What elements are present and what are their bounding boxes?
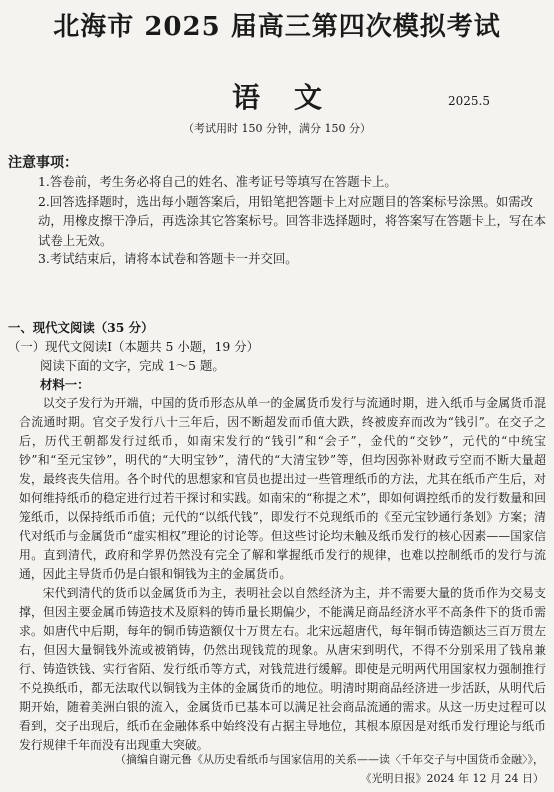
exam-title: 北海市 2025 届高三第四次模拟考试	[53, 12, 501, 42]
notice-item-1: 1.答卷前，考生务必将自己的姓名、准考证号等填写在答题卡上。	[38, 174, 397, 189]
citation-line-2: 《光明日报》2024 年 12 月 24 日）	[360, 772, 544, 785]
passage-paragraph-2: 宋代到清代的货币以金属货币为主，表明社会以自然经济为主，并不需要大量的货币作为交易支撑，但因主要金属币铸造技术及原料的铸币量长期偏少，不能满足商品经济水平不高条件下的货币需求。如唐代中后期，每年的铜币铸造额仅十万贯左右。北宋远超唐代，每年铜币铸造额达三百万贯左右，但因大量铜钱外流或被销铸，仍然出现钱荒的现象。从唐宋到明代，不得不分别采用了钱帛兼行、铸造铁钱、实行省陌、发行纸币等方式，对钱荒进行缓解。即使是元明两代用国家权力强制推行不兑换纸币，都无法取代以铜钱为主体的金属货币的地位。明清时期商品经济进一步活跃，从明代后期开始，随着美洲白银的流入，金属货币已基本可以满足社会商品流通的需求。从这一历史过程可以看到，交子出现后，纸币在金融体系中始终没有占据主导地位，其根本原因是对纸币发行理论与纸币发行规律千年而没有出现重大突破。	[19, 586, 546, 752]
citation	[14, 750, 544, 788]
exam-date: 2025.5	[448, 94, 490, 108]
notice-item-2-text: 2.回答选择题时，选出每小题答案后，用铅笔把答题卡上对应题目的答案标号涂黑。如需改动，用橡皮擦干净后，再选涂其它答案标号。回答非选择题时，将答案写在答题卡上，写在本试卷上无效。	[38, 194, 547, 248]
material-label: 材料一：	[40, 377, 90, 392]
citation-line-1: （摘编自谢元鲁《从历史看纸币与国家信用的关系——读〈千年交子与中国货币金融〉》，	[115, 753, 544, 766]
notice-item-3: 3.考试结束后，请将本试卷和答题卡一并交回。	[38, 251, 298, 266]
subject-title: 语文	[231, 81, 356, 114]
section-title: 一、现代文阅读（35 分）	[8, 320, 154, 335]
exam-duration: （考试用时 150 分钟，满分 150 分）	[183, 122, 371, 135]
notice-heading: 注意事项：	[8, 155, 78, 171]
passage-body	[19, 394, 546, 755]
reading-instruction: 阅读下面的文字，完成 1～5 题。	[40, 358, 225, 373]
section-subtitle: （一）现代文阅读Ⅰ（本题共 5 小题，19 分）	[8, 339, 260, 354]
notice-item-2	[38, 192, 546, 250]
passage-paragraph-1: 以交子发行为开端，中国的货币形态从单一的金属货币发行与流通时期，进入纸币与金属货币混合流通时期。官交子发行八十三年后，因不断超发而币值大跌，终被废弃而改为“钱引”。在交子之后，历代王朝都发行过纸币，如南宋发行的“钱引”和“会子”，金代的“交钞”，元代的“中统宝钞”和“至元宝钞”，明代的“大明宝钞”，清代的“大清宝钞”等，但均因弥补财政亏空而不断大量超发，最终丧失信用。各个时代的思想家和官员也提出过一些管理纸币的方法，尤其在纸币产生后，对如何维持纸币的稳定进行过若干探讨和实践。如南宋的“称提之术”，即如何调控纸币的发行数量和回笼纸币，以保持纸币币值；元代的“以纸代钱”，即发行不兑现纸币的《至元宝钞通行条划》方案；清代对纸币与金属货币“虚实相权”理论的讨论等。但这些讨论均未触及纸币发行的核心因素——国家信用。直到清代，政府和学界仍然没有完全了解和掌握纸币发行的规律，也难以控制纸币的发行与流通，因此主导货币仍是白银和铜钱为主的金属货币。	[19, 396, 546, 581]
